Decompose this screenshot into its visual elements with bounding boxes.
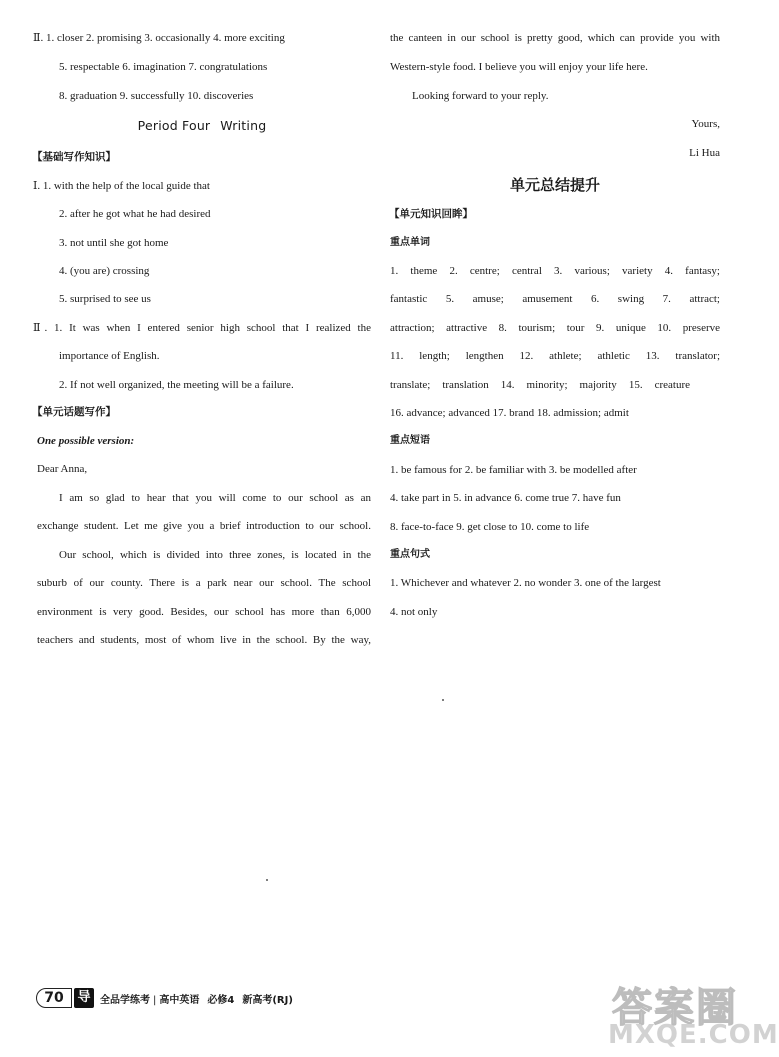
watermark-url: MXQE.COM (608, 1020, 779, 1050)
word-line: attraction; attractive 8. tourism; tour 9. unique 10. preserve (390, 322, 720, 334)
answer-line: Ⅰ. 1. with the help of the local guide that (33, 180, 210, 192)
version-label: One possible version: (37, 435, 135, 447)
letter-line: Our school, which is divided into three zones, is located in the (59, 549, 371, 561)
letter-signature: Li Hua (689, 147, 720, 159)
footer-series: 全品学练考 (100, 995, 150, 1006)
letter-line: I am so glad to hear that you will come to our school as an (59, 492, 371, 504)
letter-line: suburb of our county. There is a park near our school. The school (37, 577, 371, 589)
watermark-logo: 答案圈 (612, 985, 738, 1031)
answer-line: Ⅱ. 1. closer 2. promising 3. occasionally 4. more exciting (33, 32, 285, 44)
subheader-key-words: 重点单词 (390, 237, 430, 248)
footer-edition: 新高考(RJ) (242, 995, 293, 1006)
period-title-b: Writing (220, 118, 267, 133)
phrase-line: 8. face-to-face 9. get close to 10. come to life (390, 521, 590, 533)
letter-closing: Yours, (691, 118, 720, 130)
letter-line: teachers and students, most of whom live in the school. By the way, (37, 634, 371, 646)
section-header-basic-writing: 【基础写作知识】 (32, 151, 116, 163)
sentence-line: 4. not only (390, 606, 438, 618)
word-line: 11. length; lengthen 12. athlete; athletic 13. translator; (390, 350, 720, 362)
footer-book: 必修4 (207, 995, 235, 1006)
word-line: translate; translation 14. minority; majority 15. creature (390, 379, 690, 391)
letter-greeting: Dear Anna, (37, 463, 88, 475)
phrase-line: 4. take part in 5. in advance 6. come true 7. have fun (390, 492, 621, 504)
answer-line: 5. respectable 6. imagination 7. congratulations (59, 61, 268, 73)
guide-badge-icon: 导 (74, 988, 94, 1008)
answer-line: 4. (you are) crossing (59, 265, 150, 277)
sentence-line: 1. Whichever and whatever 2. no wonder 3. one of the largest (390, 577, 661, 589)
letter-line: the canteen in our school is pretty good, which can provide you with (390, 32, 720, 44)
period-title-a: Period Four (137, 118, 211, 133)
letter-line: environment is very good. Besides, our school has more than 6,000 (37, 606, 371, 618)
section-header-unit-review: 【单元知识回眸】 (389, 208, 473, 220)
period-title (33, 118, 371, 133)
word-line: 1. theme 2. centre; central 3. various; variety 4. fantasy; (390, 265, 720, 277)
section-header-topic-writing: 【单元话题写作】 (32, 406, 116, 418)
answer-line: 3. not until she got home (59, 237, 169, 249)
letter-line: exchange student. Let me give you a brief introduction to our school. (37, 520, 371, 532)
subheader-key-phrases: 重点短语 (390, 435, 430, 446)
letter-line: Western-style food. I believe you will enjoy your life here. (390, 61, 648, 73)
footer-subject: 高中英语 (159, 995, 200, 1006)
word-line: 16. advance; advanced 17. brand 18. admission; admit (390, 407, 629, 419)
page-footer (36, 988, 456, 1010)
answer-line: 5. surprised to see us (59, 293, 151, 305)
footer-info: 全品学练考 | 高中英语 必修4 新高考(RJ) (100, 995, 293, 1006)
answer-line: 2. If not well organized, the meeting will be a failure. (59, 379, 294, 391)
scan-speck (442, 699, 444, 701)
answer-line: 2. after he got what he had desired (59, 208, 211, 220)
answer-line: Ⅱ. 1. It was when I entered senior high school that I realized the (33, 322, 371, 334)
page-number: 70 (36, 988, 72, 1008)
answer-line: importance of English. (59, 350, 160, 362)
phrase-line: 1. be famous for 2. be familiar with 3. be modelled after (390, 464, 637, 476)
letter-line: Looking forward to your reply. (412, 90, 549, 102)
answer-line: 8. graduation 9. successfully 10. discoveries (59, 90, 254, 102)
watermark (600, 976, 779, 1056)
scan-speck (266, 879, 268, 881)
word-line: fantastic 5. amuse; amusement 6. swing 7. attract; (390, 293, 720, 305)
unit-summary-title: 单元总结提升 (509, 176, 600, 194)
subheader-key-sentences: 重点句式 (390, 549, 430, 560)
